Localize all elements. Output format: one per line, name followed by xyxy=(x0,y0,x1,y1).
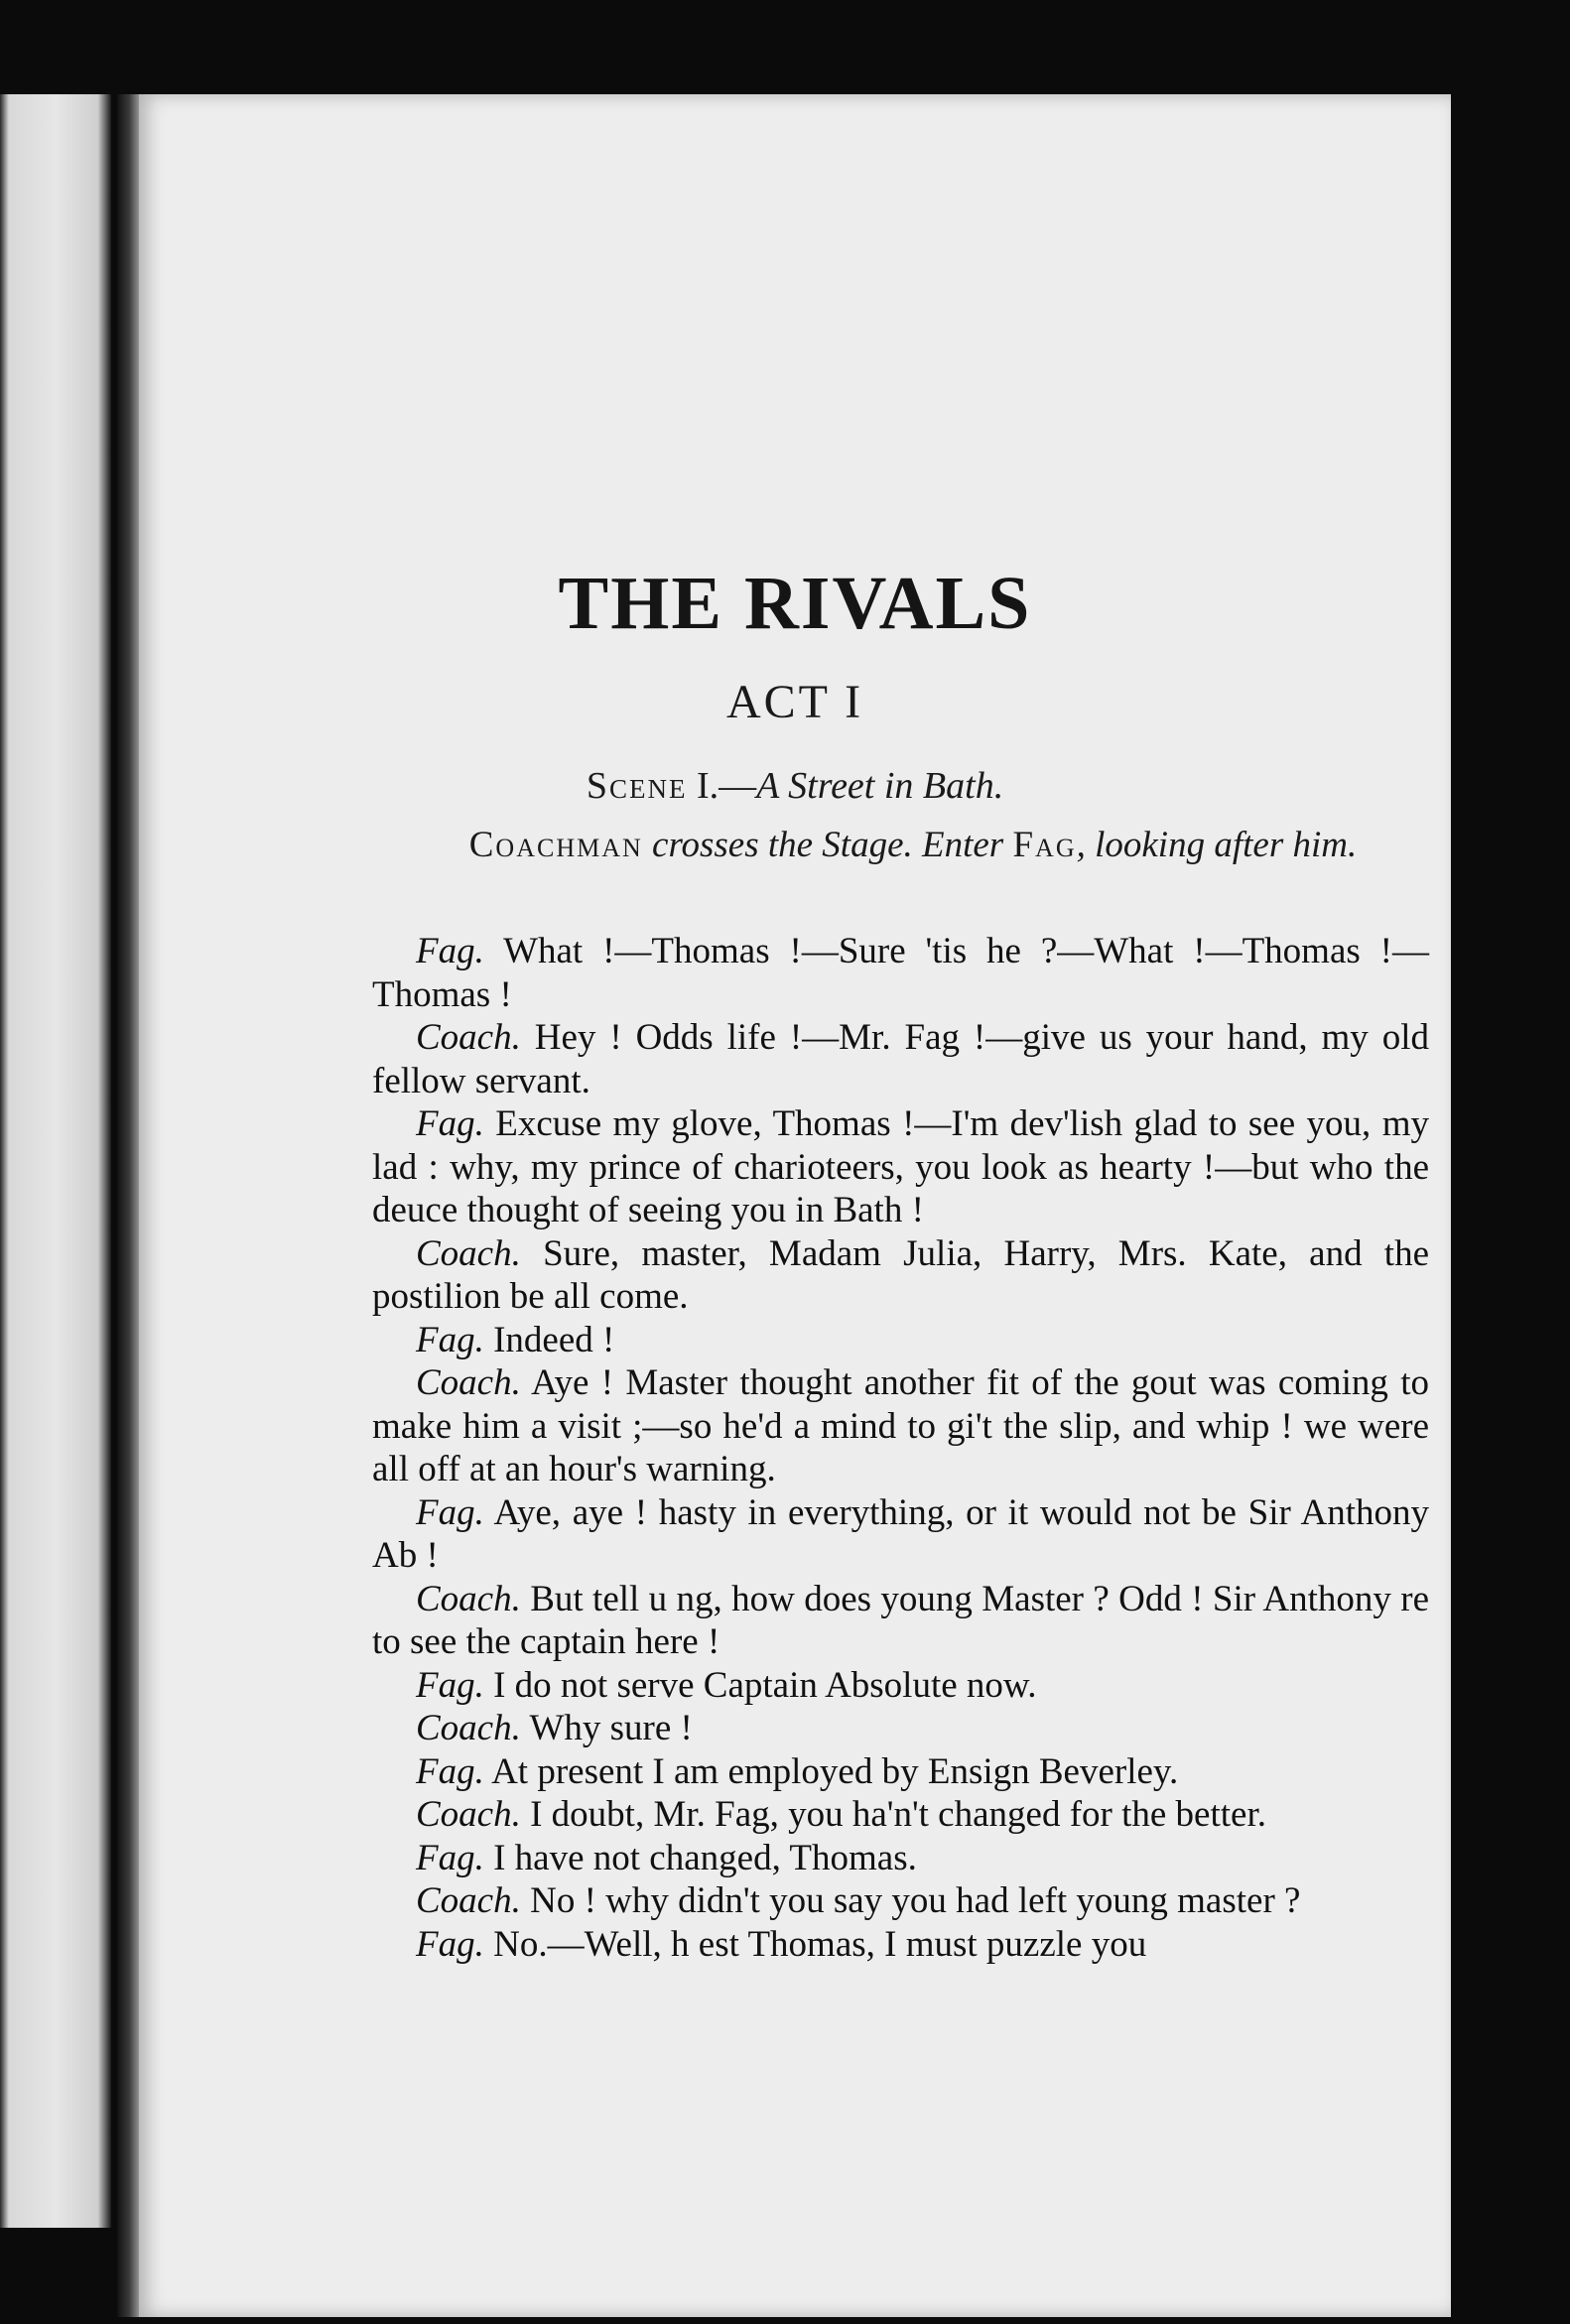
character-fag: Fag xyxy=(1012,825,1077,865)
speech-text: At present I am employed by Ensign Beverley. xyxy=(491,1750,1179,1792)
speaker-name: Fag. xyxy=(416,1319,484,1360)
speaker-name: Coach. xyxy=(416,1362,521,1403)
speaker-name: Coach. xyxy=(416,1794,521,1835)
speaker-name: Fag. xyxy=(416,1750,484,1792)
act-heading: ACT I xyxy=(725,676,864,728)
speech-line xyxy=(372,1578,1429,1664)
scene-heading xyxy=(139,764,1451,808)
book-page xyxy=(139,94,1451,2317)
speech-line xyxy=(372,1879,1429,1923)
speaker-name: Fag. xyxy=(416,1923,484,1965)
speech-text: Hey ! Odds life !—Mr. Fag !—give us your hand, my old fellow servant. xyxy=(372,1017,1429,1101)
speaker-name: Coach. xyxy=(416,1578,521,1619)
dialogue-block xyxy=(372,930,1429,1966)
speech-text: Indeed ! xyxy=(493,1319,615,1360)
play-title: THE RIVALS xyxy=(558,562,1032,645)
speaker-name: Fag. xyxy=(416,1837,484,1878)
speaker-name: Fag. xyxy=(416,1103,484,1144)
speech-text: Excuse my glove, Thomas !—I'm dev'lish glad to see you, my lad : why, my prince of charioteers, you look as hearty !—but who the deuce thought of seeing you in Bath ! xyxy=(372,1103,1429,1230)
speech-line xyxy=(372,1664,1429,1708)
speech-text: I do not serve Captain Absolute now. xyxy=(493,1664,1037,1706)
direction-text-2: , looking after him. xyxy=(1076,825,1358,865)
speech-text: But tell u ng, how does young Master ? Odd ! Sir Anthony re to see the captain here ! xyxy=(372,1578,1429,1662)
speech-line xyxy=(372,1319,1429,1362)
speaker-name: Fag. xyxy=(416,1664,484,1706)
speech-text: What !—Thomas !—Sure 'tis he ?—What !—Thomas !—Thomas ! xyxy=(372,931,1429,1015)
speaker-name: Coach. xyxy=(416,1708,521,1748)
direction-text-1: crosses the Stage. Enter xyxy=(642,825,1013,865)
speech-line xyxy=(372,1102,1429,1232)
speech-text: Sure, master, Madam Julia, Harry, Mrs. Kate, and the postilion be all come. xyxy=(372,1232,1429,1317)
speech-line xyxy=(372,1016,1429,1102)
speech-line xyxy=(372,1750,1429,1794)
scene-label: Scene xyxy=(586,765,688,807)
character-coachman: Coachman xyxy=(468,825,643,865)
speech-line xyxy=(372,1491,1429,1578)
adjacent-page-edge xyxy=(0,94,111,2228)
speech-line xyxy=(372,1232,1429,1319)
speech-line xyxy=(372,1837,1429,1880)
speech-text: I have not changed, Thomas. xyxy=(493,1837,917,1878)
speech-text: I doubt, Mr. Fag, you ha'n't changed for the better. xyxy=(530,1794,1266,1835)
speech-text: Aye, aye ! hasty in everything, or it would not be Sir Anthony Ab ! xyxy=(372,1491,1429,1576)
speaker-name: Fag. xyxy=(416,1491,484,1533)
speech-line xyxy=(372,930,1429,1016)
scene-place: A Street in Bath. xyxy=(756,765,1004,807)
speaker-name: Fag. xyxy=(416,931,484,971)
speech-text: No.—Well, h est Thomas, I must puzzle you xyxy=(493,1923,1147,1965)
stage-direction xyxy=(382,824,1444,867)
scene-number: I.— xyxy=(696,765,757,807)
speech-text: Aye ! Master thought another fit of the gout was coming to make him a visit ;—so he'd a mind to gi't the slip, and whip ! we were all off at an hour's warning. xyxy=(372,1362,1429,1489)
speech-text: Why sure ! xyxy=(529,1708,693,1748)
speech-line xyxy=(372,1707,1429,1750)
speech-line xyxy=(372,1793,1429,1837)
speech-line xyxy=(372,1923,1429,1967)
speaker-name: Coach. xyxy=(416,1880,521,1921)
speaker-name: Coach. xyxy=(416,1232,521,1274)
speech-line xyxy=(372,1361,1429,1491)
speech-text: No ! why didn't you say you had left young master ? xyxy=(530,1880,1301,1921)
speaker-name: Coach. xyxy=(416,1017,521,1058)
